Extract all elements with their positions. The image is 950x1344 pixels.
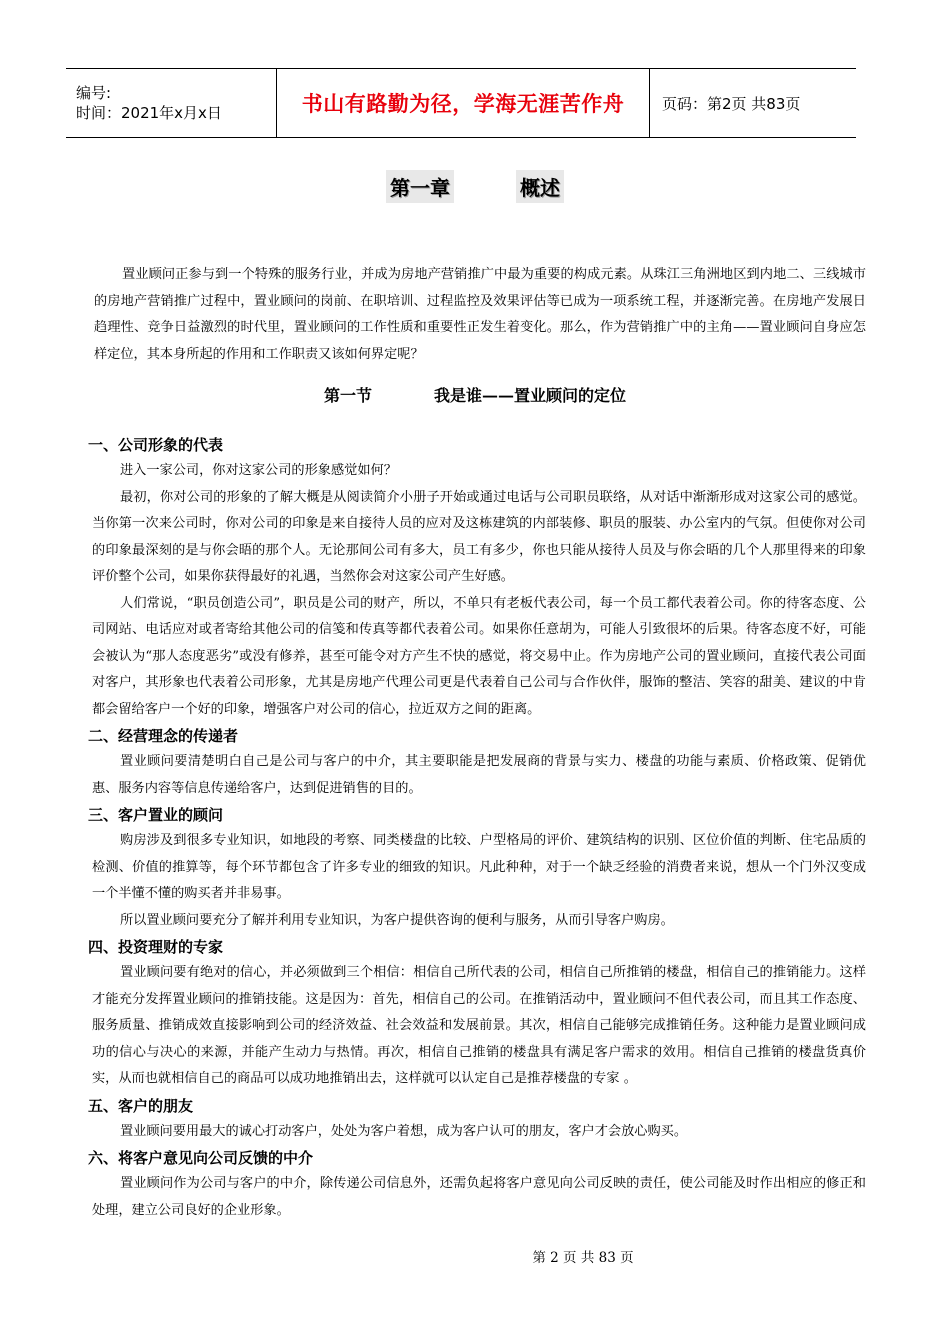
page-footer: 第 2 页 共 83 页	[532, 1250, 634, 1266]
item-heading: 一、公司形象的代表	[88, 436, 224, 454]
document-number-label: 编号:	[76, 84, 112, 102]
item-heading: 二、经营理念的传递者	[88, 727, 239, 745]
item-heading: 三、客户置业的顾问	[88, 806, 224, 824]
section-name: 我是谁——置业顾问的定位	[434, 386, 627, 405]
item-heading: 六、将客户意见向公司反馈的中介	[88, 1149, 314, 1167]
header-page-number: 页码：第2页 共83页	[662, 94, 801, 113]
item-heading: 五、客户的朋友	[88, 1096, 194, 1115]
section-number: 第一节	[323, 386, 372, 405]
section-body	[88, 432, 866, 1224]
item-paragraph: 置业顾问作为公司与客户的中介，除传递公司信息外，还需负起将客户意见向公司反映的责任，使公司能及时作出相应的修正和处理，建立公司良好的企业形象。	[92, 1176, 866, 1218]
chapter-title	[0, 170, 950, 203]
item-paragraph: 置业顾问要有绝对的信心，并必须做到三个相信：相信自己所代表的公司，相信自己所推销的楼盘，相信自己的推销能力。这样才能充分发挥置业顾问的推销技能。这是因为：首先，相信自己的公司。在推销活动中，置业顾问不但代表公司，而且其工作态度、服务质量、推销成效直接影响到公司的经济效益、社会效益和发展前景。其次，相信自己能够完成推销任务。这种能力是置业顾问成功的信心与决心的来源，并能产生动力与热情。再次，相信自己推销的楼盘具有满足客户需求的效用。相信自己推销的楼盘货真价实，从而也就相信自己的商品可以成功地推销出去，这样就可以认定自己是推荐楼盘的专家 。	[92, 965, 866, 1086]
page-header	[66, 68, 856, 138]
chapter-name: 概述	[516, 170, 564, 203]
intro-paragraph: 置业顾问正参与到一个特殊的服务行业，并成为房地产营销推广中最为重要的构成元素。从珠江三角洲地区到内地二、三线城市的房地产营销推广过程中，置业顾问的岗前、在职培训、过程监控及效果评估等已成为一项系统工程，并逐渐完善。在房地产发展日趋理性、竞争日益激烈的时代里，置业顾问的工作性质和重要性正发生着变化。那么，作为营销推广中的主角——置业顾问自身应怎样定位，其本身所起的作用和工作职责又该如何界定呢？	[94, 267, 866, 362]
item-paragraph: 置业顾问要清楚明白自己是公司与客户的中介，其主要职能是把发展商的背景与实力、楼盘的功能与素质、价格政策、促销优惠、服务内容等信息传递给客户，达到促进销售的目的。	[92, 754, 866, 796]
item-paragraph: 所以置业顾问要充分了解并利用专业知识，为客户提供咨询的便利与服务，从而引导客户购房。	[120, 912, 674, 928]
item-paragraph: 进入一家公司，你对这家公司的形象感觉如何？	[120, 463, 397, 478]
section-title	[0, 383, 950, 406]
item-paragraph: 最初，你对公司的形象的了解大概是从阅读简介小册子开始或通过电话与公司职员联络，从对话中渐渐形成对这家公司的感觉。当你第一次来公司时，你对公司的印象是来自接待人员的应对及这栋建筑的内部装修、职员的服装、办公室内的气氛。但使你对公司的印象最深刻的是与你会晤的那个人。无论那间公司有多大，员工有多少，你也只能从接待人员及与你会晤的几个人那里得来的印象评价整个公司，如果你获得最好的礼遇，当然你会对这家公司产生好感。	[92, 489, 866, 584]
chapter-number: 第一章	[386, 170, 454, 203]
intro-section	[94, 262, 866, 368]
item-paragraph: 人们常说，“职员创造公司”，职员是公司的财产，所以，不单只有老板代表公司，每一个员工都代表着公司。你的待客态度、公司网站、电话应对或者寄给其他公司的信笺和传真等都代表着公司。如果你任意胡为，可能人引致很坏的后果。待客态度不好，可能会被认为“那人态度恶劣”或没有修养，甚至可能令对方产生不快的感觉，将交易中止。作为房地产公司的置业顾问，直接代表公司面对客户，其形象也代表着公司形象，尤其是房地产代理公司更是代表着自己公司与合作伙伴，服饰的整洁、笑容的甜美、建议的中肯都会留给客户一个好的印象，增强客户对公司的信心，拉近双方之间的距离。	[92, 595, 866, 717]
document-time: 时间：2021年x月x日	[76, 104, 222, 122]
header-motto-cell	[276, 69, 650, 137]
item-paragraph: 购房涉及到很多专业知识，如地段的考察、同类楼盘的比较、户型格局的评价、建筑结构的识别、区位价值的判断、住宅品质的检测、价值的推算等，每个环节都包含了许多专业的细致的知识。凡此种种，对于一个缺乏经验的消费者来说，想从一个门外汉变成一个半懂不懂的购买者并非易事。	[92, 833, 866, 901]
item-paragraph: 置业顾问要用最大的诚心打动客户，处处为客户着想，成为客户认可的朋友，客户才会放心购买。	[120, 1123, 688, 1139]
item-heading: 四、投资理财的专家	[88, 938, 224, 956]
header-motto: 书山有路勤为径，学海无涯苦作舟	[301, 92, 625, 116]
header-meta	[66, 69, 276, 137]
header-page-cell	[650, 69, 856, 137]
